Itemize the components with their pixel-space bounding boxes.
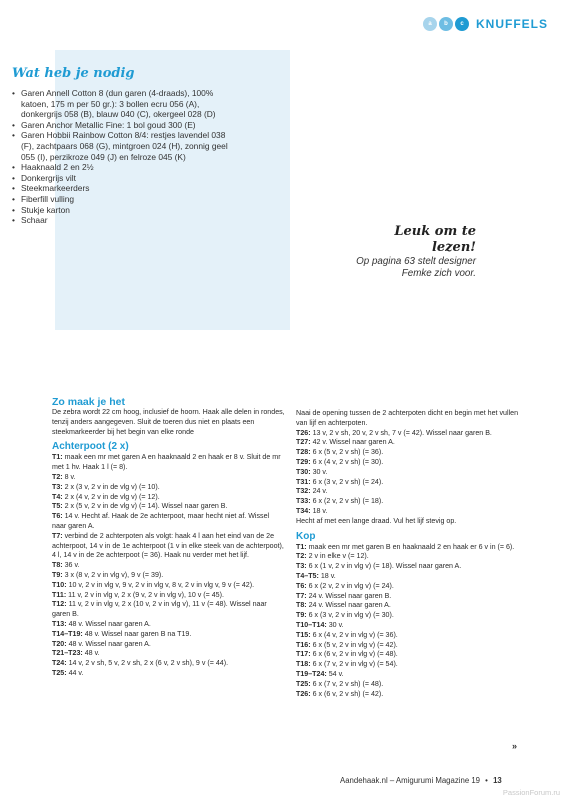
instruction-row xyxy=(296,631,522,641)
row-label: T9: xyxy=(52,570,63,579)
row-text: 42 v. Wissel naar garen A. xyxy=(310,438,395,447)
row-text: 48 v. xyxy=(82,649,100,658)
row-text: 30 v. xyxy=(326,620,344,629)
row-label: T26: xyxy=(296,428,311,437)
row-label: T29: xyxy=(296,457,311,466)
instruction-row xyxy=(296,680,522,690)
footer-text: Aandehaak.nl – Amigurumi Magazine 19 xyxy=(340,776,480,785)
instruction-row xyxy=(296,670,522,680)
section-title: KNUFFELS xyxy=(476,17,548,31)
instructions-title: Zo maak je het xyxy=(52,396,125,408)
row-text: maak een mr met garen B en haaknaald 2 en haak er 6 v in (= 6). xyxy=(306,542,515,551)
row-label: T25: xyxy=(296,679,311,688)
row-label: T2: xyxy=(296,552,307,561)
instruction-row xyxy=(296,621,522,631)
row-text: maak een mr met garen A en haaknaald 2 en haak er 8 v. Sluit de mr met 1 hv. Haak 1 l (= 8). xyxy=(52,453,281,472)
row-text: 6 x (2 v, 2 v sh) (= 18). xyxy=(310,497,384,506)
instruction-row xyxy=(296,552,522,562)
instruction-row xyxy=(296,690,522,700)
row-text: 13 v, 2 v sh, 20 v, 2 v sh, 7 v (= 42). Wissel naar garen B. xyxy=(310,428,492,437)
row-text: 18 v. xyxy=(310,506,328,515)
row-text: 14 v, 2 v sh, 5 v, 2 v sh, 2 x (6 v, 2 v sh), 9 v (= 44). xyxy=(66,659,229,668)
instruction-row xyxy=(52,493,285,503)
section-heading-achterpoot: Achterpoot (2 x) xyxy=(52,441,129,453)
instructions-intro: De zebra wordt 22 cm hoog, inclusief de hoorn. Haak alle delen in rondes, tenzij anders aangegeven. Sluit de toeren dus niet en plaats een steekmarkeerder bij het begin van elke ronde xyxy=(52,408,285,436)
row-label: T4: xyxy=(52,492,63,501)
row-label: T21–T23: xyxy=(52,649,83,658)
body-outro: Hecht af met een lange draad. Vul het lijf stevig op. xyxy=(296,516,457,525)
row-label: T28: xyxy=(296,448,311,457)
materials-item: • Garen Anchor Metallic Fine: 1 bol goud 300 (E) xyxy=(12,120,232,131)
instruction-row xyxy=(52,453,285,473)
row-text: 30 v. xyxy=(310,467,328,476)
row-label: T7: xyxy=(296,591,307,600)
instruction-row xyxy=(296,487,522,497)
row-label: T25: xyxy=(52,668,67,677)
row-text: 6 x (6 v, 2 v sh) (= 42). xyxy=(310,689,384,698)
section-header xyxy=(423,16,548,32)
materials-item: • Garen Annell Cotton 8 (dun garen (4-draads), 100% katoen, 175 m per 50 gr.): 3 bollen ecru 056 (A), donkergrijs 058 (B), blauw 040 (C), okergeel 028 (D) xyxy=(12,88,232,120)
continue-arrow-icon: » xyxy=(512,741,518,751)
instruction-row xyxy=(52,483,285,493)
materials-item: • Donkergrijs vilt xyxy=(12,173,232,184)
row-text: 8 v. xyxy=(62,472,76,481)
instruction-row xyxy=(52,532,285,561)
instruction-row xyxy=(296,592,522,602)
row-text: 36 v. xyxy=(62,561,80,570)
row-text: 11 v, 2 v in vlg v, 2 x (10 v, 2 v in vlg v), 11 v (= 48). Wissel naar garen B. xyxy=(52,600,267,619)
instruction-row xyxy=(296,448,522,458)
instruction-row xyxy=(296,601,522,611)
instruction-row xyxy=(52,600,285,620)
instruction-row xyxy=(52,591,285,601)
materials-item: • Schaar xyxy=(12,215,232,226)
body-rows xyxy=(296,429,522,517)
row-text: 24 v. xyxy=(310,487,328,496)
section-heading-kop: Kop xyxy=(296,530,316,542)
instruction-row xyxy=(52,581,285,591)
row-text: 11 v, 2 v in vlg v, 2 x (9 v, 2 v in vlg v), 10 v (= 45). xyxy=(66,590,224,599)
row-label: T8: xyxy=(296,601,307,610)
instruction-row xyxy=(296,497,522,507)
row-label: T14–T19: xyxy=(52,629,83,638)
instruction-row xyxy=(296,543,522,553)
instruction-row xyxy=(52,640,285,650)
materials-item: • Garen Hobbii Rainbow Cotton 8/4: restjes lavendel 038 (F), zachtpaars 068 (G), mintgroen 024 (H), zonnig geel 055 (I), perzikroze 049 (J) en felroze 045 (K) xyxy=(12,130,232,162)
row-label: T30: xyxy=(296,467,311,476)
materials-list xyxy=(12,88,232,226)
instruction-row xyxy=(296,660,522,670)
row-label: T20: xyxy=(52,639,67,648)
row-label: T26: xyxy=(296,689,311,698)
row-label: T1: xyxy=(52,453,63,462)
instruction-row xyxy=(296,650,522,660)
difficulty-bubble-icon: b xyxy=(439,17,453,31)
page-number: 13 xyxy=(493,776,502,785)
row-label: T10: xyxy=(52,580,67,589)
row-label: T31: xyxy=(296,477,311,486)
row-text: 14 v. Hecht af. Haak de 2e achterpoot, maar hecht niet af. Wissel naar garen A. xyxy=(52,512,270,530)
body-intro: Naai de opening tussen de 2 achterpoten dicht en begin met het vullen van lijf en achterpoten. xyxy=(296,409,519,427)
row-label: T15: xyxy=(296,630,311,639)
row-label: T11: xyxy=(52,590,67,599)
instruction-row xyxy=(296,641,522,651)
materials-heading: Wat heb je nodig xyxy=(12,66,135,81)
instruction-row xyxy=(52,630,285,640)
materials-item: • Haaknaald 2 en 2½ xyxy=(12,162,232,173)
row-label: T34: xyxy=(296,506,311,515)
row-label: T12: xyxy=(52,600,67,609)
row-text: 6 x (5 v, 2 v in vlg v) (= 42). xyxy=(310,640,398,649)
row-label: T10–T14: xyxy=(296,620,327,629)
row-text: 44 v. xyxy=(66,668,84,677)
row-label: T19–T24: xyxy=(296,669,327,678)
difficulty-bubble-icon: c xyxy=(455,17,469,31)
row-text: 6 x (4 v, 2 v sh) (= 30). xyxy=(310,457,384,466)
row-text: 18 v. xyxy=(318,571,336,580)
row-label: T6: xyxy=(52,512,63,521)
instruction-row xyxy=(52,669,285,679)
materials-item: • Stukje karton xyxy=(12,205,232,216)
instruction-row xyxy=(52,561,285,571)
instruction-row xyxy=(296,582,522,592)
row-label: T5: xyxy=(52,502,63,511)
page-footer xyxy=(340,776,502,785)
instruction-row xyxy=(52,512,285,532)
instruction-row xyxy=(52,659,285,669)
row-label: T8: xyxy=(52,561,63,570)
row-text: 24 v. Wissel naar garen A. xyxy=(306,601,391,610)
materials-item: • Steekmarkeerders xyxy=(12,183,232,194)
row-text: 48 v. Wissel naar garen A. xyxy=(66,619,151,628)
row-label: T9: xyxy=(296,611,307,620)
row-text: 54 v. xyxy=(326,669,344,678)
instruction-row xyxy=(52,620,285,630)
row-text: 48 v. Wissel naar garen B na T19. xyxy=(82,629,192,638)
right-column xyxy=(296,409,522,699)
row-label: T6: xyxy=(296,581,307,590)
row-label: T33: xyxy=(296,497,311,506)
row-text: 6 x (4 v, 2 v in vlg v) (= 36). xyxy=(310,630,398,639)
row-text: 10 v, 2 v in vlg v, 9 v, 2 v in vlg v, 8 v, 2 v in vlg v, 9 v (= 42). xyxy=(66,580,255,589)
instruction-row xyxy=(52,571,285,581)
row-label: T13: xyxy=(52,619,67,628)
row-text: 48 v. Wissel naar garen A. xyxy=(66,639,151,648)
row-label: T24: xyxy=(52,659,67,668)
row-text: 6 x (3 v, 2 v in vlg v) (= 30). xyxy=(306,611,394,620)
row-label: T7: xyxy=(52,531,63,540)
instruction-row xyxy=(52,473,285,483)
instruction-row xyxy=(296,458,522,468)
instruction-row xyxy=(296,438,522,448)
row-text: 6 x (1 v, 2 v in vlg v) (= 18). Wissel naar garen A. xyxy=(306,562,462,571)
instruction-row xyxy=(52,502,285,512)
instruction-row xyxy=(296,611,522,621)
row-label: T1: xyxy=(296,542,307,551)
instruction-row xyxy=(296,478,522,488)
row-label: T27: xyxy=(296,438,311,447)
header-bubbles xyxy=(423,17,469,31)
row-text: 2 x (3 v, 2 v in de vlg v) (= 10). xyxy=(62,482,160,491)
achterpoot-rows xyxy=(52,453,285,678)
row-text: 6 x (3 v, 2 v sh) (= 24). xyxy=(310,477,384,486)
instruction-row xyxy=(296,429,522,439)
row-label: T2: xyxy=(52,472,63,481)
row-text: verbind de 2 achterpoten als volgt: haak 4 l aan het eind van de 2e achterpoot, 14 v in de 1e achterpoot (1 v in elke steek van de achterpoot), 4 l, 14 v in de 2e achterpoot (= 36). Haak nu verder met het lijf. xyxy=(52,531,284,560)
materials-item: • Fiberfill vulling xyxy=(12,194,232,205)
row-label: T3: xyxy=(52,482,63,491)
row-label: T4–T5: xyxy=(296,571,319,580)
row-text: 3 x (8 v, 2 v in vlg v), 9 v (= 39). xyxy=(62,570,164,579)
footer-dot: • xyxy=(485,776,488,785)
row-label: T3: xyxy=(296,562,307,571)
quote-text: Op pagina 63 stelt designer Femke zich voor. xyxy=(356,256,476,279)
row-label: T16: xyxy=(296,640,311,649)
row-text: 2 x (4 v, 2 v in de vlg v) (= 12). xyxy=(62,492,160,501)
row-label: T32: xyxy=(296,487,311,496)
row-text: 6 x (7 v, 2 v in vlg v) (= 54). xyxy=(310,660,398,669)
row-text: 2 x (5 v, 2 v in de vlg v) (= 14). Wissel naar garen B. xyxy=(62,502,228,511)
instruction-row xyxy=(296,562,522,572)
left-column xyxy=(52,396,285,679)
instruction-row xyxy=(296,468,522,478)
row-text: 24 v. Wissel naar garen B. xyxy=(306,591,392,600)
row-text: 6 x (6 v, 2 v in vlg v) (= 48). xyxy=(310,650,398,659)
row-text: 2 v in elke v (= 12). xyxy=(306,552,369,561)
row-text: 6 x (2 v, 2 v in vlg v) (= 24). xyxy=(306,581,394,590)
row-text: 6 x (5 v, 2 v sh) (= 36). xyxy=(310,448,384,457)
row-text: 6 x (7 v, 2 v sh) (= 48). xyxy=(310,679,384,688)
instruction-row xyxy=(296,572,522,582)
watermark: PassionForum.ru xyxy=(502,788,560,797)
instruction-row xyxy=(296,507,522,517)
difficulty-bubble-icon: a xyxy=(423,17,437,31)
quote-heading: Leuk om te lezen! xyxy=(394,224,476,255)
row-label: T17: xyxy=(296,650,311,659)
instruction-row xyxy=(52,649,285,659)
quote-block xyxy=(346,224,476,279)
row-label: T18: xyxy=(296,660,311,669)
kop-rows xyxy=(296,543,522,700)
